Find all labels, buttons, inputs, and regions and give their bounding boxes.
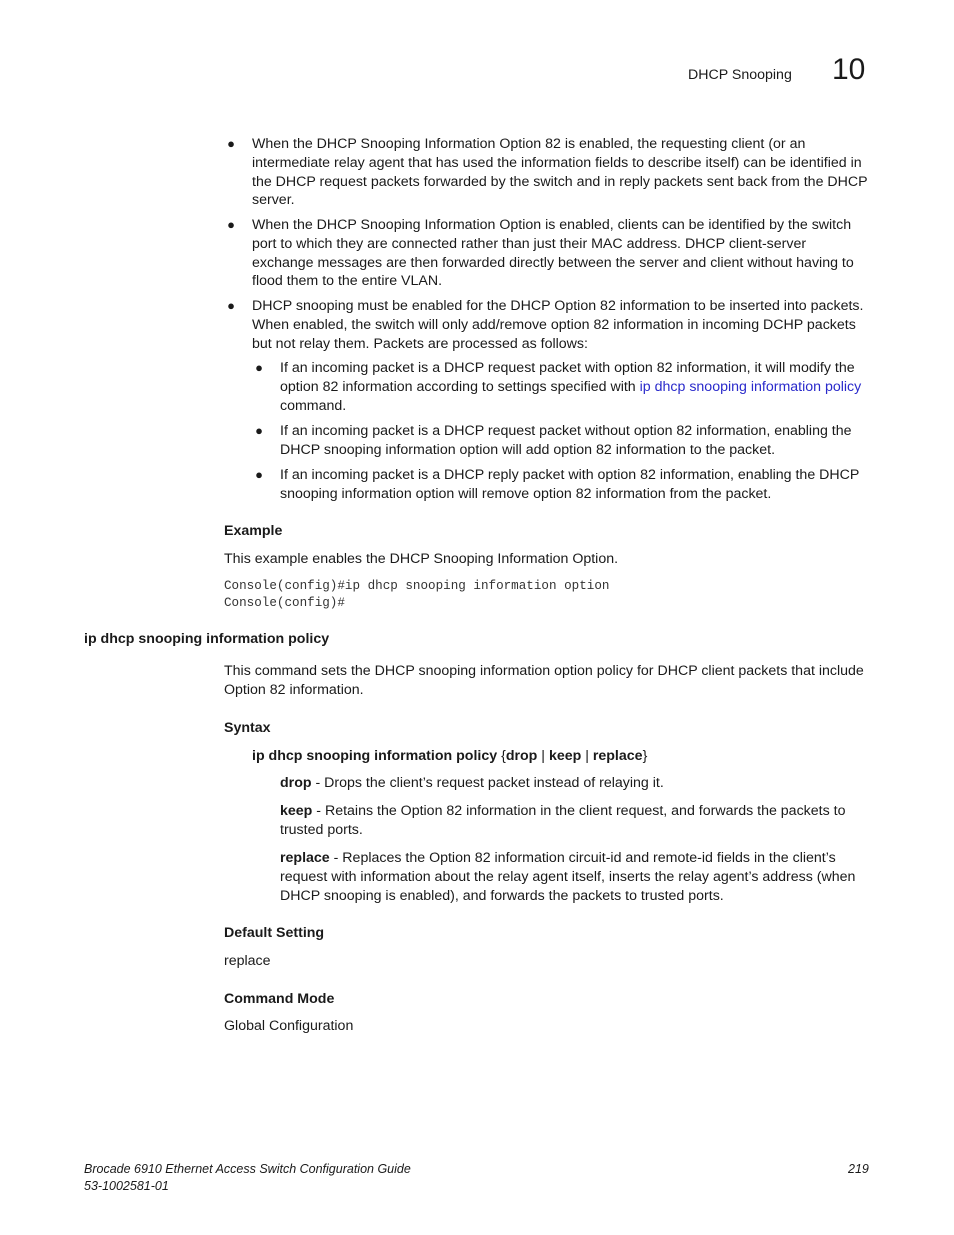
syntax-separator: | <box>537 748 549 764</box>
bullet-item: DHCP snooping must be enabled for the DHCP Option 82 information to be inserted into packets. When enabled, the switch will only add/remove option 82 information in incoming DCHP packets but not relay them. Packets are processed as follows: <box>252 298 864 352</box>
param-keep <box>280 802 870 840</box>
param-name: keep <box>280 803 313 819</box>
sub-bullet-item: If an incoming packet is a DHCP request packet without option 82 information, enabling the DHCP snooping information option will add option 82 information to the packet. <box>280 423 852 458</box>
param-replace <box>280 849 870 905</box>
chapter-number: 10 <box>832 53 866 86</box>
example-description: This example enables the DHCP Snooping Information Option. <box>224 551 619 567</box>
param-desc: - Drops the client’s request packet instead of relaying it. <box>311 775 664 791</box>
code-line: Console(config)#ip dhcp snooping information option <box>224 579 610 593</box>
footer-guide-title: Brocade 6910 Ethernet Access Switch Configuration Guide <box>84 1162 411 1176</box>
syntax-heading: Syntax <box>224 720 271 736</box>
code-line: Console(config)# <box>224 596 345 610</box>
footer-page-number: 219 <box>848 1162 869 1176</box>
syntax-line <box>252 747 864 766</box>
sub-bullet-item: If an incoming packet is a DHCP reply packet with option 82 information, enabling the DHCP snooping information option will remove option 82 information from the packet. <box>280 467 860 502</box>
command-mode-value: Global Configuration <box>224 1018 354 1034</box>
sub-bullet-icon: ● <box>255 467 263 482</box>
sub-bullet-icon: ● <box>255 360 263 375</box>
example-heading: Example <box>224 523 283 539</box>
sub-bullet-text: If an incoming packet is a DHCP request packet with option 82 information, it will modify the option 82 information according to settings specified with <box>280 360 855 395</box>
param-name: drop <box>280 775 312 791</box>
default-setting-heading: Default Setting <box>224 925 325 941</box>
param-drop <box>280 774 870 793</box>
bullet-item: When the DHCP Snooping Information Option is enabled, clients can be identified by the switch port to which they are connected rather than just their MAC address. DHCP client-server exchange messages are then forwarded directly between the server and client without having to flood them to the entire VLAN. <box>252 217 854 290</box>
syntax-option-drop: drop <box>505 748 538 764</box>
command-mode-heading: Command Mode <box>224 991 335 1007</box>
bullet-item: When the DHCP Snooping Information Option 82 is enabled, the requesting client (or an intermediate relay agent that has used the information fields to describe itself) can be identified in the DHCP request packets forwarded by the switch and in reply packets sent back from the DHCP server. <box>252 136 868 209</box>
syntax-option-keep: keep <box>548 748 582 764</box>
running-header-title: DHCP Snooping <box>688 67 792 83</box>
bullet-icon: ● <box>227 217 235 232</box>
command-description: This command sets the DHCP snooping information option policy for DHCP client packets that include Option 82 information. <box>224 663 864 698</box>
sub-bullet-text: command. <box>280 397 347 414</box>
syntax-brace: } <box>642 748 648 764</box>
param-desc: - Replaces the Option 82 information circuit-id and remote-id fields in the client’s request with information about the relay agent itself, inserts the relay agent’s address (when DHCP snooping is enabled), and forwards the packets to trusted ports. <box>280 850 856 904</box>
syntax-separator: | <box>581 748 593 764</box>
command-title: ip dhcp snooping information policy <box>84 631 330 647</box>
sub-bullet-icon: ● <box>255 423 263 438</box>
sub-bullet-item <box>280 359 868 415</box>
footer-doc-number: 53-1002581-01 <box>84 1179 169 1193</box>
syntax-option-replace: replace <box>592 748 643 764</box>
syntax-brace: { <box>501 748 506 764</box>
cross-reference-link[interactable]: ip dhcp snooping information policy <box>639 378 862 395</box>
bullet-icon: ● <box>227 136 235 151</box>
param-desc: - Retains the Option 82 information in the client request, and forwards the packets to trusted ports. <box>280 803 846 838</box>
bullet-icon: ● <box>227 298 235 313</box>
syntax-command: ip dhcp snooping information policy <box>252 748 498 764</box>
param-name: replace <box>280 850 330 866</box>
default-setting-value: replace <box>224 953 271 969</box>
